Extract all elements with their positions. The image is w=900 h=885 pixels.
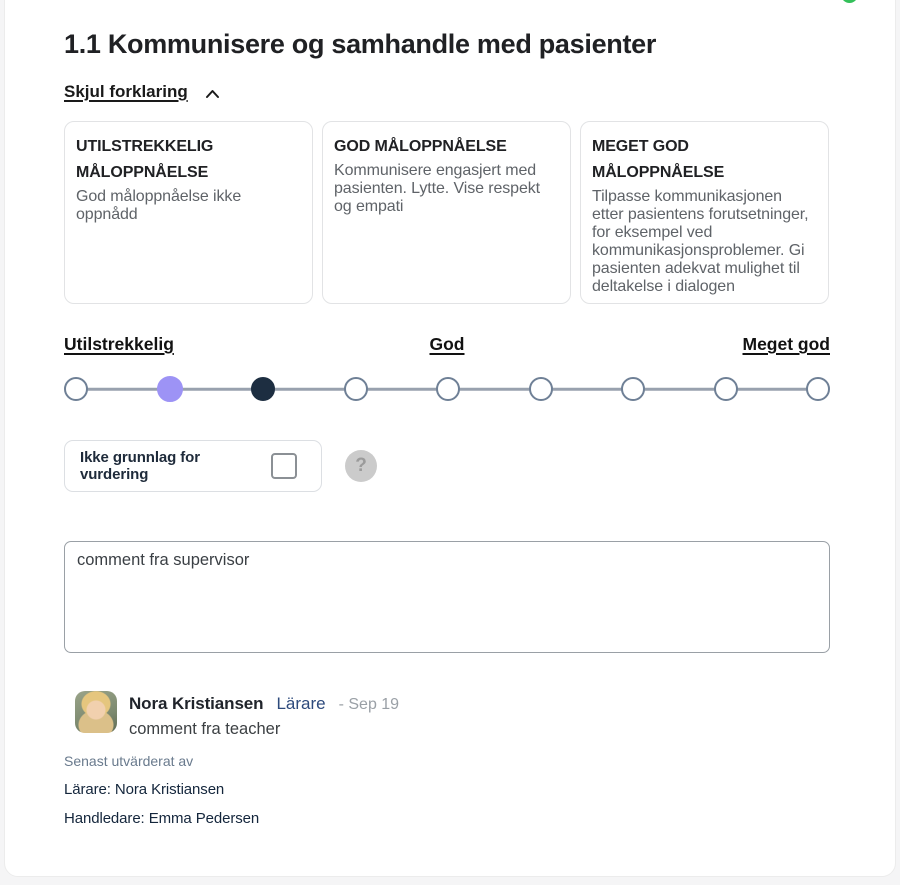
hide-explanation-toggle[interactable] bbox=[64, 81, 830, 103]
question-mark-icon: ? bbox=[355, 455, 367, 476]
avatar bbox=[75, 691, 117, 733]
scale-step-4[interactable] bbox=[344, 377, 368, 401]
comment-date: - Sep 19 bbox=[338, 696, 400, 713]
scale-labels bbox=[64, 334, 830, 356]
card-body: God måloppnåelse ikke oppnådd bbox=[76, 188, 242, 223]
teacher-comment-body bbox=[129, 691, 399, 739]
supervisor-comment-wrap bbox=[64, 541, 830, 653]
no-basis-box bbox=[64, 440, 322, 492]
scale-label-utilstrekkelig: Utilstrekkelig bbox=[64, 334, 174, 354]
scale-step-5[interactable] bbox=[436, 377, 460, 401]
card-god bbox=[322, 121, 571, 304]
teacher-comment bbox=[64, 691, 830, 739]
no-basis-label: Ikke grunnlag for vurdering bbox=[80, 449, 200, 483]
card-title: UTILSTREKKELIG MÅLOPPNÅELSE bbox=[76, 138, 214, 181]
no-basis-checkbox[interactable] bbox=[271, 453, 297, 479]
last-evaluated-supervisor: Handledare: Emma Pedersen bbox=[64, 810, 260, 827]
card-title: MEGET GOD MÅLOPPNÅELSE bbox=[592, 138, 725, 181]
card-utilstrekkelig bbox=[64, 121, 313, 304]
commenter-name: Nora Kristiansen bbox=[129, 694, 264, 713]
scale-step-3[interactable] bbox=[251, 377, 275, 401]
teacher-comment-text: comment fra teacher bbox=[129, 720, 281, 738]
help-button[interactable] bbox=[345, 450, 377, 482]
hide-explanation-label: Skjul forklaring bbox=[64, 82, 188, 101]
chevron-up-icon bbox=[205, 88, 220, 99]
card-body: Kommunisere engasjert med pasienten. Lytte. Vise respekt og empati bbox=[334, 162, 541, 215]
last-evaluated-heading: Senast utvärderat av bbox=[64, 753, 194, 769]
scale-step-9[interactable] bbox=[806, 377, 830, 401]
scale-row bbox=[64, 376, 830, 402]
card-meget-god bbox=[580, 121, 829, 304]
scale-step-2[interactable] bbox=[157, 376, 183, 402]
scale-label-god: God bbox=[429, 334, 465, 354]
last-evaluated-teacher: Lärare: Nora Kristiansen bbox=[64, 781, 225, 798]
commenter-role-badge: Lärare bbox=[276, 694, 326, 713]
scale-label-meget-god: Meget god bbox=[742, 334, 830, 354]
goal-section bbox=[64, 0, 830, 827]
scale-step-1[interactable] bbox=[64, 377, 88, 401]
card-title: GOD MÅLOPPNÅELSE bbox=[334, 138, 507, 155]
card-body: Tilpasse kommunikasjonen etter pasientens forutsetninger, for eksempel ved kommunikasjonsproblemer. Gi pasienten adekvat mulighet til deltakelse i dialogen bbox=[592, 188, 809, 295]
scale-step-8[interactable] bbox=[714, 377, 738, 401]
page-title: 1.1 Kommunisere og samhandle med pasienter bbox=[64, 29, 657, 59]
explanation-cards bbox=[64, 121, 830, 304]
teacher-comment-meta bbox=[129, 694, 399, 714]
scale-step-6[interactable] bbox=[529, 377, 553, 401]
scale-step-7[interactable] bbox=[621, 377, 645, 401]
supervisor-comment-input[interactable] bbox=[64, 541, 830, 653]
no-basis-row bbox=[64, 440, 830, 492]
